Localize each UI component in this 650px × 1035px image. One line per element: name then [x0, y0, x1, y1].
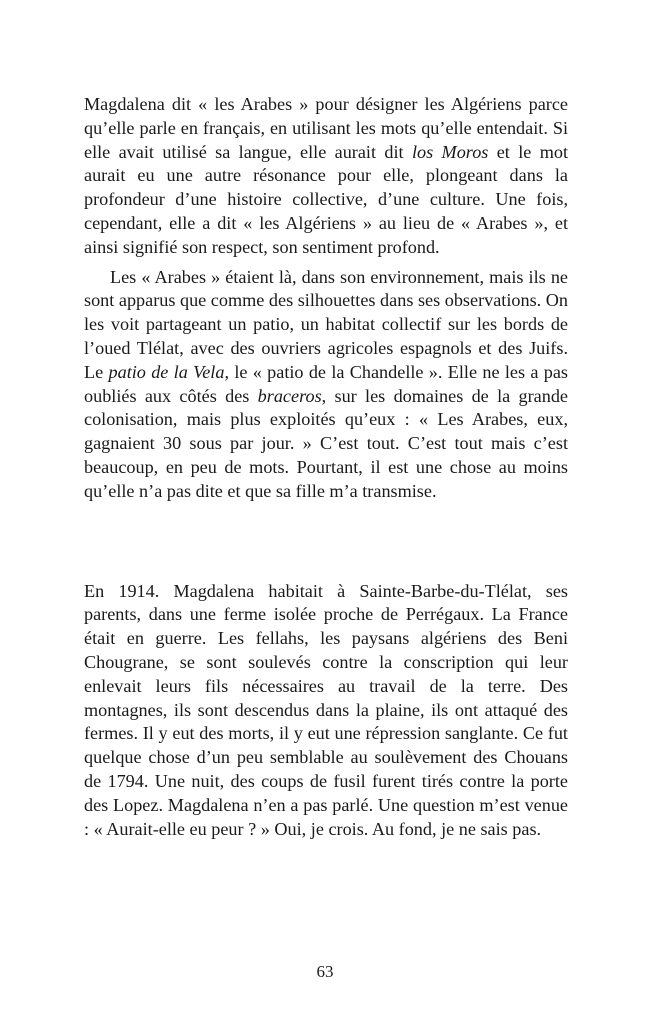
paragraph-1	[84, 93, 568, 260]
page-number: 63	[316, 962, 334, 981]
paragraph-2-italic-patio: patio de la Vela	[108, 361, 225, 382]
paragraph-2-text-1: Les « Arabes » étaient là, dans son environnement, mais ils ne sont apparus que comme des silhouettes dans ses observations. On les voit partageant un patio, un habitat collectif sur les bords de l’oued Tlélat, avec des ouvriers agricoles espagnols et des Juifs. Le	[84, 266, 568, 382]
paragraph-2-italic-braceros: braceros	[257, 385, 322, 406]
paragraph-2-text-3: , sur les domaines de la grande colonisation, mais plus exploités qu’eux : « Les Arabes, eux, gagnaient 30 sous par jour. » C’est tout. C’est tout mais c’est beaucoup, en peu de mots. Pourtant, il est une chose au moins qu’elle n’a pas dite et que sa fille m’a transmise.	[84, 385, 568, 501]
paragraph-1-text-1: Magdalena dit « les Arabes » pour désigner les Algériens parce qu’elle parle en français, en utilisant les mots qu’elle entendait. Si elle avait utilisé sa langue, elle aurait dit	[84, 94, 568, 162]
paragraph-1-italic-los-moros: los Moros	[411, 141, 489, 162]
paragraph-3-text-1: En 1914. Magdalena habitait à Sainte-Barbe-du-Tlélat, ses parents, dans une ferme isolée proche de Perrégaux. La France était en guerre. Les fellahs, les paysans algériens des Beni Chougrane, se sont soulevés contre la conscription qui leur enlevait leurs fils nécessaires au travail de la terre. Des montagnes, ils sont descendus dans la plaine, ils ont attaqué des fermes. Il y eut des morts, il y eut une répression sanglante. Ce fut quelque chose d’un peu semblable au soulèvement des Chouans de 1794. Une nuit, des coups de fusil furent tirés contre la porte des Lopez. Magdalena n’en a pas parlé. Une question m’est venue : « Aurait-elle eu peur ? » Oui, je crois. Au fond, je ne sais pas.	[84, 580, 568, 839]
page-body	[84, 93, 568, 841]
paragraph-1-text-2: et le mot aurait eu une autre résonance pour elle, plongeant dans la profondeur d’une histoire collective, d’une culture. Une fois, cependant, elle a dit « les Algériens » au lieu de « Arabes », et ainsi signifié son respect, son sentiment profond.	[84, 141, 568, 257]
section-break	[84, 504, 568, 580]
paragraph-2-text-2: , le « patio de la Chandelle ». Elle ne les a pas oubliés aux côtés des	[84, 361, 568, 406]
paragraph-2	[84, 266, 568, 504]
paragraph-3	[84, 580, 568, 842]
